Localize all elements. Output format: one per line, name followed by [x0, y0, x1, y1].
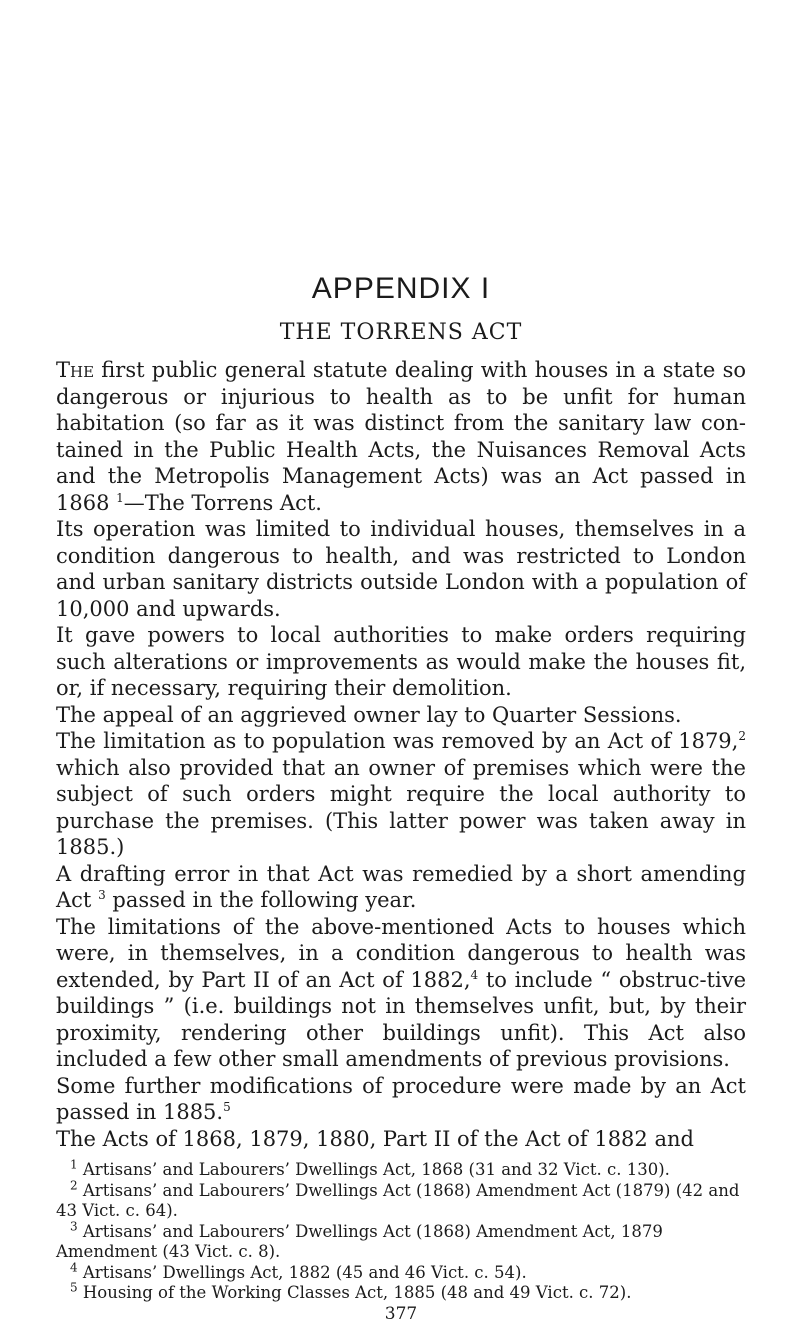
footnote-ref: 1	[116, 490, 124, 505]
footnote-text: Artisans’ and Labourers’ Dwellings Act (1868) Amendment Act (1879) (42 and 43 Vict. c. 64).	[56, 1180, 740, 1220]
footnote	[56, 1157, 746, 1181]
paragraph-text: Some further modifications of procedure were made by an Act passed in 1885.	[56, 1073, 746, 1124]
footnote-text: Artisans’ Dwellings Act, 1882 (45 and 46 Vict. c. 54).	[82, 1262, 527, 1282]
footnote	[56, 1260, 746, 1284]
paragraph: Its operation was limited to individual houses, themselves in a condition dangerous to health, and was restricted to London and urban sanitary districts outside London with a population of 10,000 and upwards.	[56, 517, 746, 621]
footnote	[56, 1280, 746, 1304]
paragraph	[56, 861, 746, 914]
paragraph-text: to include “ obstruc-tive buildings ” (i.e. buildings not in themselves unfit, but, by their proximity, rendering other buildings unfit). This Act also included a few other small amendments of previous provisions.	[56, 967, 746, 1071]
paragraph-text: which also provided that an owner of premises which were the subject of such orders might require the local authority to purchase the premises. (This latter power was taken away in 1885.)	[56, 755, 746, 859]
section-title: THE TORRENS ACT	[279, 320, 523, 345]
page-number: 377	[384, 1303, 418, 1324]
footnote-number: 3	[70, 1219, 78, 1233]
paragraph-text: The limitation as to population was removed by an Act of 1879,	[56, 729, 739, 753]
footnote-number: 1	[70, 1157, 78, 1172]
appendix-heading: APPENDIX I	[311, 272, 491, 305]
paragraph	[56, 728, 746, 861]
footnote	[56, 1219, 746, 1263]
footnote-text: Housing of the Working Classes Act, 1885 (48 and 49 Vict. c. 72).	[82, 1283, 632, 1302]
footnotes	[56, 1157, 746, 1304]
footnote-ref: 3	[98, 888, 106, 902]
body-text	[56, 357, 746, 1152]
paragraph-text: A drafting error in that Act was remedied by a short amending Act	[56, 861, 746, 912]
paragraph	[56, 1073, 746, 1126]
paragraph: It gave powers to local authorities to make orders requiring such alterations or improvements as would make the houses fit, or, if necessary, requiring their demolition.	[56, 623, 746, 700]
paragraph: The appeal of an aggrieved owner lay to Quarter Sessions.	[56, 702, 682, 727]
paragraph-text: first public general statute dealing with houses in a state so dangerous or injurious to health as to be unfit for human habitation (so far as it was distinct from the sanitary law con-tained in the Public Health Acts, the Nuisances Removal Acts and the Metropolis Management Acts) was an Act passed in 1868	[56, 358, 746, 515]
footnote-text: Artisans’ and Labourers’ Dwellings Act, 1868 (31 and 32 Vict. c. 130).	[82, 1160, 670, 1179]
footnote-number: 5	[70, 1280, 78, 1295]
footnote-ref: 2	[738, 729, 746, 743]
paragraph-text: passed in the following year.	[112, 888, 417, 912]
paragraph-text: The limitations of the above-mentioned Acts to houses which were, in themselves, in a condition dangerous to health was extended, by Part II of an Act of 1882,	[56, 914, 746, 992]
footnote-text: Artisans’ and Labourers’ Dwellings Act (1868) Amendment Act, 1879 Amendment (43 Vict. c. 8).	[56, 1221, 663, 1261]
footnote	[56, 1178, 746, 1222]
paragraph	[56, 914, 746, 1073]
paragraph	[56, 357, 746, 516]
footnote-ref: 4	[470, 967, 479, 982]
page	[56, 272, 746, 1324]
footnote-number: 2	[70, 1178, 78, 1192]
paragraph-text: —The Torrens Act.	[123, 490, 322, 515]
paragraph: The Acts of 1868, 1879, 1880, Part II of the Act of 1882 and	[56, 1126, 694, 1151]
paragraph-lead: The	[56, 358, 95, 382]
footnote-ref: 5	[223, 1100, 231, 1114]
footnote-number: 4	[70, 1260, 78, 1274]
